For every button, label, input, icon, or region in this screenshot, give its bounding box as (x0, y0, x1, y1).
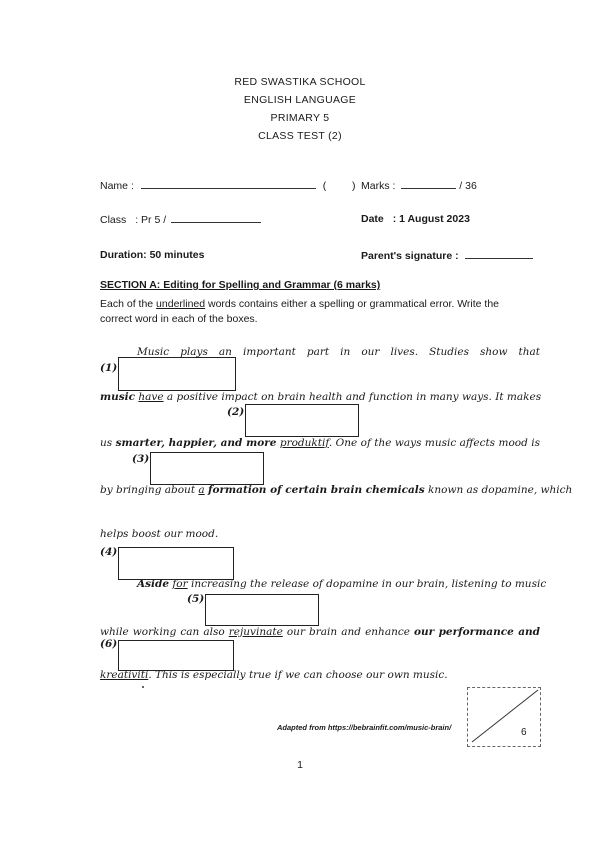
duration: Duration: 50 minutes (100, 249, 205, 261)
date-label: Date (361, 213, 384, 225)
class-label: Class (100, 214, 127, 226)
score-box (467, 687, 541, 747)
passage-line-2: music have a positive impact on brain health and function in many ways. It makes (100, 391, 542, 403)
marks-total: / 36 (459, 180, 477, 192)
score-max: 6 (521, 727, 527, 738)
date-field (361, 213, 470, 225)
passage-line-5: helps boost our mood. (100, 528, 219, 540)
source-credit: Adapted from https://bebrainfit.com/music-brain/ (277, 723, 452, 732)
error-word-5: rejuvinate (228, 626, 283, 638)
question-number-2: (2) (227, 406, 245, 418)
instructions: Each of the underlined words contains either a spelling or grammatical error. Write the correct word in each of the boxes. (100, 298, 500, 325)
question-number-6: (6) (100, 638, 118, 650)
error-word-3: a (198, 484, 205, 496)
passage-line-7: while working can also rejuvinate our brain and enhance our performance and (100, 626, 540, 638)
answer-box-2[interactable] (245, 404, 359, 437)
name-line[interactable] (141, 179, 316, 189)
subject-name: ENGLISH LANGUAGE (243, 94, 357, 106)
passage-line-1: Music plays an important part in our lives. Studies show that (137, 346, 540, 358)
date-value: : 1 August 2023 (392, 213, 470, 225)
school-name: RED SWASTIKA SCHOOL (234, 76, 366, 88)
test-title: CLASS TEST (2) (258, 130, 342, 142)
level: PRIMARY 5 (270, 112, 330, 124)
passage-line-6: Aside for increasing the release of dopamine in our brain, listening to music (137, 578, 547, 590)
passage-line-4: by bringing about a formation of certain brain chemicals known as dopamine, which (100, 484, 573, 496)
class-field[interactable] (100, 213, 261, 226)
class-line[interactable] (171, 213, 261, 223)
error-word-1: have (138, 391, 164, 403)
answer-box-3[interactable] (150, 452, 264, 485)
answer-box-4[interactable] (118, 547, 234, 580)
header (0, 73, 600, 145)
passage-line-3: us smarter, happier, and more produktif. One of the ways music affects mood is (100, 437, 540, 449)
passage-line-8: kreativiti. This is especially true if we can choose our own music. (100, 669, 448, 681)
parent-signature-label: Parent's signature : (361, 250, 459, 262)
name-field[interactable]: Name : ( ) (100, 180, 356, 192)
parent-signature-line[interactable] (465, 249, 533, 259)
error-word-6: kreativiti (100, 669, 149, 681)
marks-label: Marks : (361, 180, 396, 192)
answer-box-1[interactable] (118, 357, 236, 391)
parent-signature-field[interactable] (361, 249, 533, 262)
score-diagonal (468, 688, 540, 746)
section-title: SECTION A: Editing for Spelling and Grammar (6 marks) (100, 279, 381, 291)
question-number-3: (3) (132, 453, 150, 465)
answer-box-6[interactable] (118, 640, 234, 671)
answer-box-5[interactable] (205, 594, 319, 626)
question-number-5: (5) (187, 593, 205, 605)
page-number: 1 (297, 759, 303, 771)
question-number-1: (1) (100, 362, 118, 374)
question-number-4: (4) (100, 546, 118, 558)
class-value: : Pr 5 / (135, 214, 167, 226)
stray-mark (142, 686, 144, 688)
error-word-2: produktif (279, 437, 329, 449)
name-label: Name (100, 180, 129, 192)
error-word-4: for (172, 578, 188, 590)
marks-line[interactable] (401, 179, 456, 189)
marks-field (361, 179, 477, 192)
